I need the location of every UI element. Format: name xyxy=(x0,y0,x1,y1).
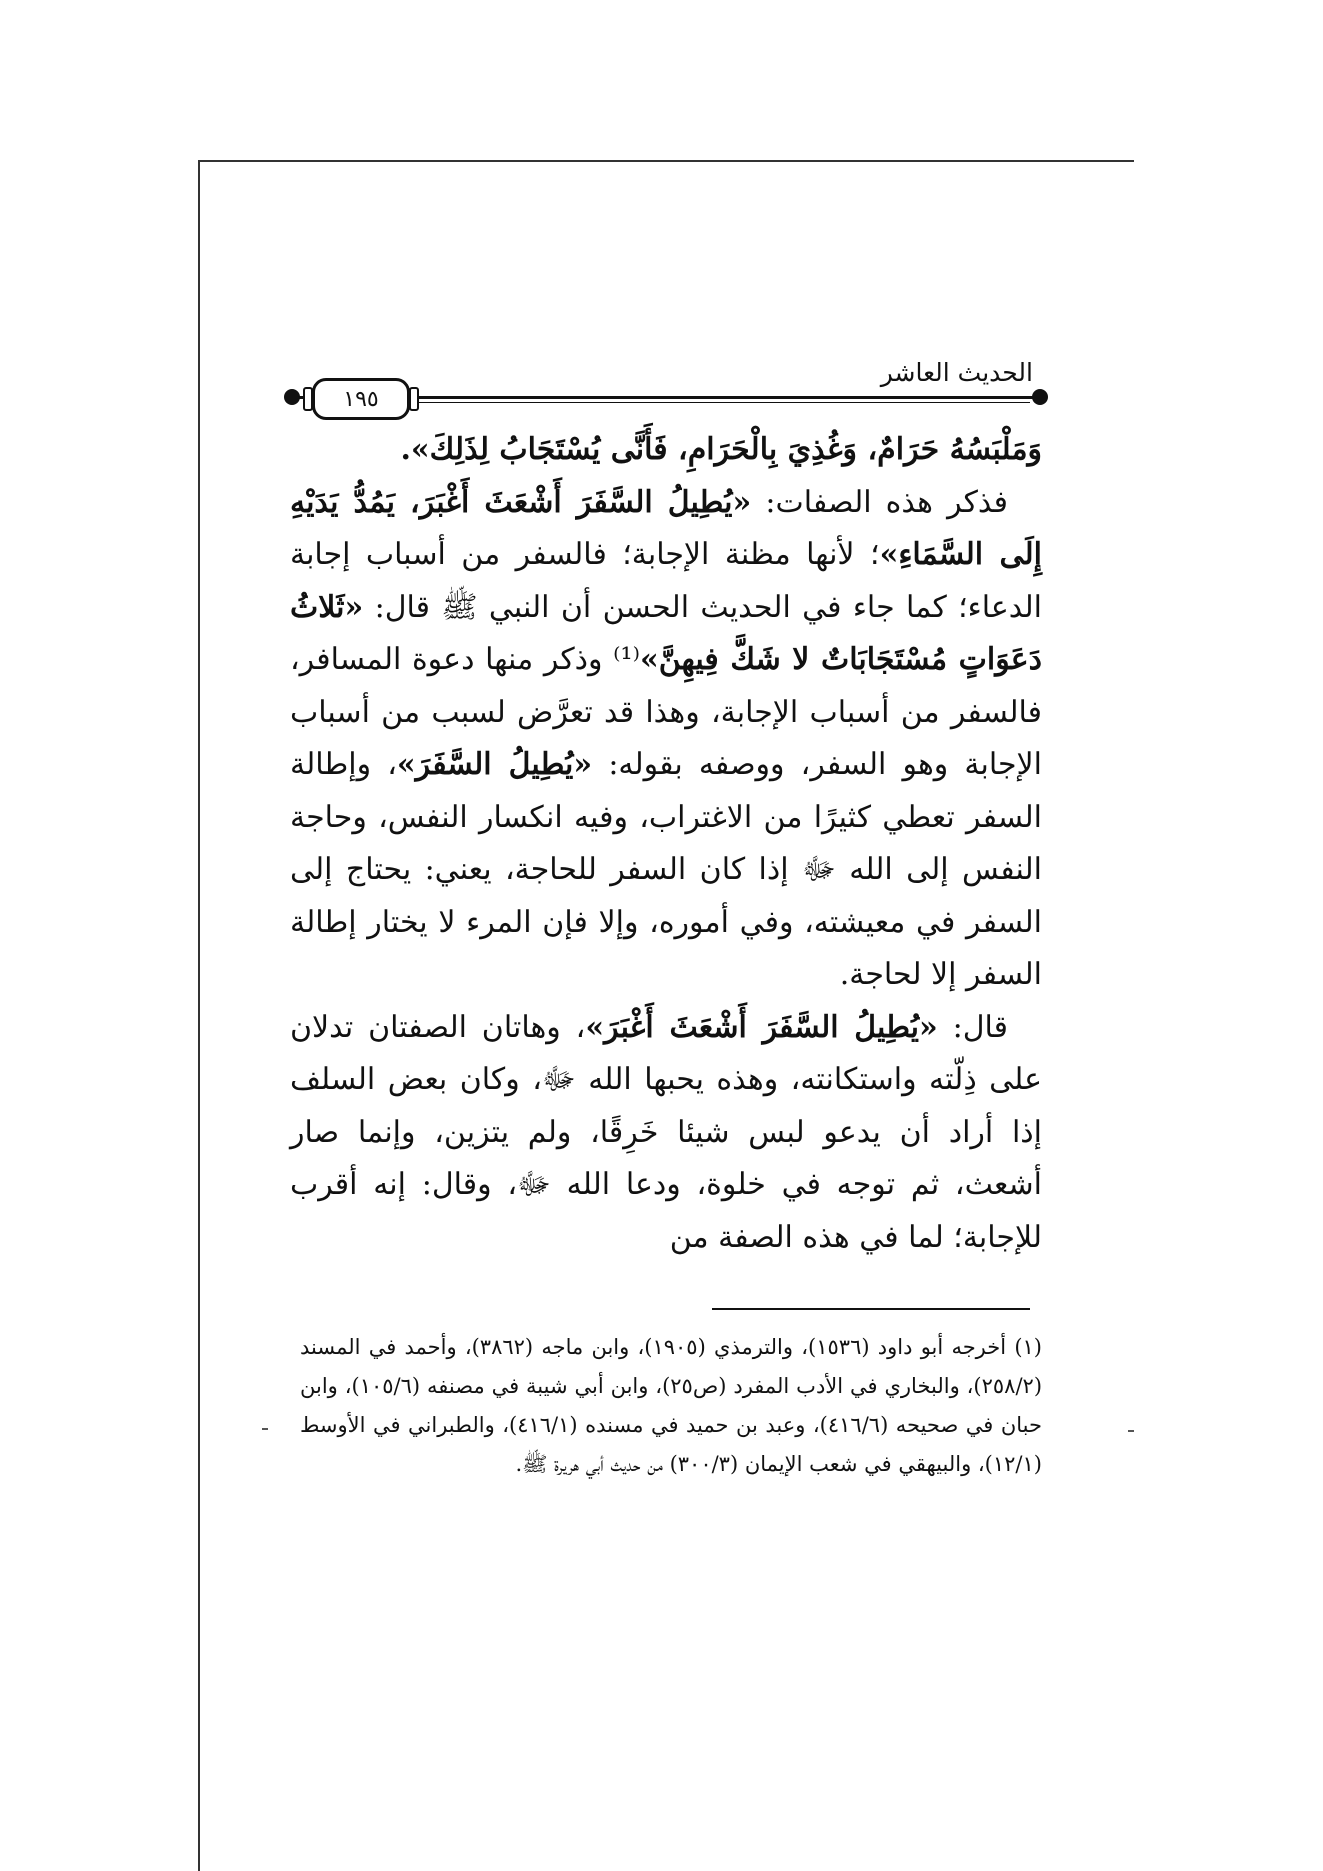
page-number xyxy=(312,378,410,420)
text-run: ، وهاتان الصفتان تدلان على ذِلّته واستكانته، وهذه يحبها الله ﷻ، وكان بعض السلف إذا أراد أن يدعو لبس شيئا خَرِقًا، ولم يتزين، وإنما صار أشعث، ثم توجه في خلوة، ودعا الله ﷻ، وقال: إنه أقرب للإجابة؛ لما في هذه الصفة من xyxy=(290,1009,1043,1255)
footnotes xyxy=(300,1328,1042,1484)
text-run: قال: xyxy=(937,1009,1009,1045)
rule-end-ornament-right xyxy=(1032,389,1048,405)
crop-line-top xyxy=(198,160,1134,162)
footnote-separator xyxy=(712,1308,1030,1310)
running-title: الحديث العاشر xyxy=(880,358,1033,387)
main-text xyxy=(290,424,1042,1264)
paragraph-2 xyxy=(290,477,1042,1002)
scan-mark xyxy=(1128,1430,1134,1432)
rule-end-ornament-left xyxy=(284,389,300,405)
paragraph-1 xyxy=(290,424,1042,477)
hadith-quote: وَمَلْبَسُهُ حَرَامٌ، وَغُذِيَ بِالْحَرَامِ، فَأَنَّى يُسْتَجَابُ لِذَلِكَ». xyxy=(400,432,1042,467)
paragraph-3 xyxy=(290,1002,1042,1265)
text-run: ؛ لأنها مظنة الإجابة؛ فالسفر من أسباب إجابة الدعاء؛ كما جاء في الحديث الحسن أن النبي ﷺ قال: xyxy=(290,537,1042,625)
page-number-text: ١٩٥ xyxy=(343,386,379,412)
hadith-quote: «يُطِيلُ السَّفَرَ أَشْعَثَ أَغْبَرَ» xyxy=(585,1009,938,1045)
hadith-quote: «يُطِيلُ السَّفَرَ أَشْعَثَ أَغْبَرَ، يَمُدُّ يَدَيْهِ إِلَى السَّمَاءِ» xyxy=(290,484,1042,572)
text-run: فذكر هذه الصفات: xyxy=(751,484,1008,520)
header-rule-thin xyxy=(400,402,1030,403)
hadith-quote: «ثَلاثُ دَعَوَاتٍ مُسْتَجَابَاتٌ لا شَكَّ فِيهِنَّ» xyxy=(290,589,1043,677)
hadith-quote: «يُطِيلُ السَّفَرَ» xyxy=(396,747,593,782)
scan-mark xyxy=(262,1428,268,1430)
footnote-1: (١) أخرجه أبو داود (١٥٣٦)، والترمذي (١٩٠٥)، وابن ماجه (٣٨٦٢)، وأحمد في المسند (٢٥٨/٢)، والبخاري في الأدب المفرد (ص٢٥)، وابن أبي شيبة في مصنفه (١٠٥/٦)، وابن حبان في صحيحه (٤١٦/٦)، وعبد بن حميد في مسنده (٤١٦/١)، والطبراني في الأوسط (١٢/١)، والبيهقي في شعب الإيمان (٣٠٠/٣) من حديث أبي هريرة ﷺ. xyxy=(300,1335,1043,1476)
crop-line-left xyxy=(198,160,200,1871)
text-run: ⁽¹⁾ وذكر منها دعوة المسافر، فالسفر من أسباب الإجابة، وهذا قد تعرَّض لسبب من أسباب الإجابة وهو السفر، ووصفه بقوله: xyxy=(290,642,1042,782)
text-run: ، وإطالة السفر تعطي كثيرًا من الاغتراب، وفيه انكسار النفس، وحاجة النفس إلى الله ﷻ إذا كان السفر للحاجة، يعني: يحتاج إلى السفر في معيشته، وفي أموره، وإلا فإن المرء لا يختار إطالة السفر إلا لحاجة. xyxy=(290,747,1042,992)
